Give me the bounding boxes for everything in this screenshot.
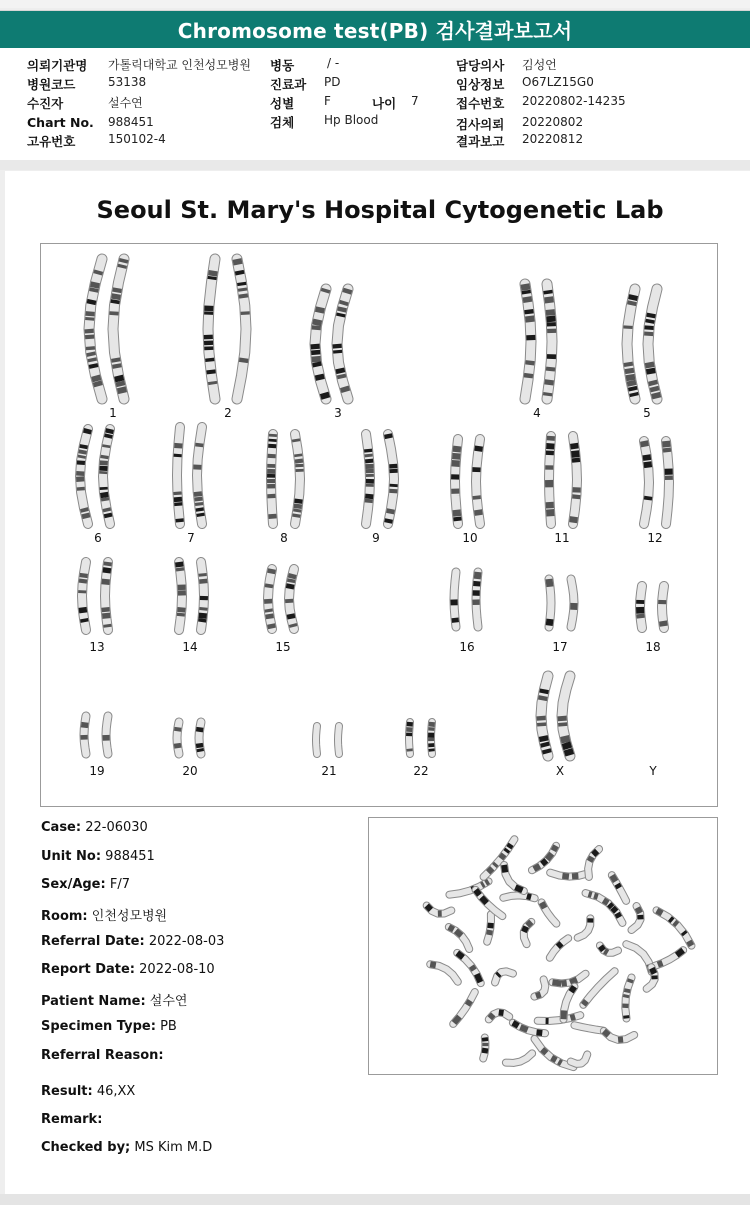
karyogram-image <box>41 244 717 806</box>
chromosome-shape <box>571 579 574 627</box>
info-row-request-date: 검사의뢰 20220802 <box>456 115 584 132</box>
chromosome-shape <box>89 259 102 399</box>
chromosome-shape <box>295 434 300 524</box>
chromosome-label: 7 <box>187 531 195 545</box>
section-divider <box>0 160 750 170</box>
chromosome-shape <box>571 1054 588 1063</box>
detail-checked-by: Checked by; MS Kim M.D <box>41 1140 213 1155</box>
detail-sex-age: Sex/Age: F/7 <box>41 877 130 892</box>
chromosome-shape <box>237 259 246 399</box>
chromosome-shape <box>80 429 88 524</box>
chromosome-label: 14 <box>182 640 198 654</box>
chromosome-shape <box>655 950 683 966</box>
patient-info-block <box>0 48 750 160</box>
chromosome-shape <box>388 434 394 524</box>
info-row-unique-no: 고유번호 150102-4 <box>27 132 166 149</box>
info-row-physician: 담당의사 김성언 <box>456 58 557 73</box>
report-title-banner <box>0 10 750 48</box>
chromosome-shape <box>484 839 515 877</box>
chromosome-label: 16 <box>459 640 475 654</box>
chromosome-shape <box>562 676 570 756</box>
info-row-ward: 병동 / - <box>270 56 340 73</box>
chromosome-label: 9 <box>372 531 380 545</box>
chromosome-shape <box>538 1015 581 1021</box>
chromosome-shape <box>578 918 591 937</box>
chromosome-shape <box>549 579 551 627</box>
chromosome-shape <box>431 722 432 754</box>
chromosome-shape <box>208 259 215 399</box>
chromosome-shape <box>506 1053 532 1063</box>
chromosome-shape <box>457 953 481 983</box>
chromosome-label: 4 <box>533 406 541 420</box>
chromosome-shape <box>177 722 179 754</box>
chromosome-shape <box>588 849 599 877</box>
info-row-report-date: 결과보고 20220812 <box>456 132 584 149</box>
chromosome-label: 11 <box>554 531 570 545</box>
chromosome-shape <box>179 562 182 630</box>
report-title: Chromosome test(PB) 검사결과보고서 <box>177 19 573 43</box>
chromosome-label: 19 <box>89 764 105 778</box>
chromosome-label: 3 <box>334 406 342 420</box>
chromosome-label: 20 <box>182 764 198 778</box>
chromosome-shape <box>201 562 204 630</box>
detail-room: Room: 인천성모병원 <box>41 909 168 924</box>
chromosome-shape <box>476 439 480 524</box>
chromosome-label: 8 <box>280 531 288 545</box>
lab-title: Seoul St. Mary's Hospital Cytogenetic Lab <box>96 196 664 224</box>
detail-remark: Remark: <box>41 1112 103 1127</box>
detail-result: Result: 46,XX <box>41 1084 136 1099</box>
info-row-clinical-info: 임상정보 O67LZ15G0 <box>456 75 594 92</box>
chromosome-shape <box>199 722 201 754</box>
chromosome-shape <box>105 562 108 630</box>
chromosome-shape <box>550 938 568 957</box>
chromosome-shape <box>640 586 642 628</box>
chromosome-label: 1 <box>109 406 117 420</box>
chromosome-label: 13 <box>89 640 105 654</box>
chromosome-shape <box>366 434 370 524</box>
chromosome-shape <box>455 439 458 524</box>
chromosome-shape <box>483 1038 485 1059</box>
chromosome-shape <box>532 846 556 870</box>
chromosome-shape <box>106 716 108 754</box>
chromosome-shape <box>82 562 86 630</box>
chromosome-shape <box>627 289 635 399</box>
detail-unit-no: Unit No: 988451 <box>41 849 155 864</box>
chromosome-shape <box>600 946 618 953</box>
chromosome-shape <box>504 865 524 891</box>
metaphase-spread-image <box>369 818 717 1074</box>
info-row-hospital-code: 병원코드 53138 <box>27 75 147 92</box>
chromosome-label: 6 <box>94 531 102 545</box>
chromosome-shape <box>604 1031 634 1040</box>
chromosome-shape <box>454 572 456 627</box>
chromosome-shape <box>177 427 180 524</box>
chromosome-shape <box>315 289 326 399</box>
info-row-patient: 수진자 설수연 <box>27 96 143 111</box>
info-row-institution: 의뢰기관명 가톨릭대학교 인천성모병원 <box>27 58 251 73</box>
chromosome-label: 22 <box>413 764 429 778</box>
chromosome-shape <box>103 429 110 524</box>
metaphase-spread-panel <box>368 817 718 1075</box>
chromosome-shape <box>612 875 626 901</box>
info-row-specimen: 검체 Hp Blood <box>270 113 379 130</box>
chromosome-shape <box>666 441 669 524</box>
chromosome-shape <box>271 434 273 524</box>
chromosome-label: 15 <box>275 640 291 654</box>
chromosome-shape <box>430 964 458 981</box>
karyogram-panel <box>40 243 718 807</box>
chromosome-shape <box>316 726 317 754</box>
bottom-margin <box>0 1194 750 1205</box>
chromosome-shape <box>662 586 664 628</box>
chromosome-label: 17 <box>552 640 568 654</box>
chromosome-shape <box>449 927 469 949</box>
chromosome-shape <box>631 906 640 930</box>
detail-referral-date: Referral Date: 2022-08-03 <box>41 934 225 949</box>
chromosome-shape <box>338 726 339 754</box>
chromosome-shape <box>542 902 557 923</box>
chromosome-shape <box>657 910 692 945</box>
chromosome-shape <box>549 436 551 524</box>
chromosome-shape <box>489 1012 509 1019</box>
chromosome-shape <box>337 289 348 399</box>
chromosome-shape <box>113 259 124 399</box>
chromosome-shape <box>574 1025 603 1030</box>
chromosome-label: 10 <box>462 531 478 545</box>
chromosome-shape <box>503 895 534 898</box>
chromosome-shape <box>644 441 649 524</box>
chromosome-shape <box>268 569 272 629</box>
chromosome-shape <box>409 722 410 754</box>
chromosome-shape <box>453 992 475 1024</box>
chromosome-shape <box>495 971 513 982</box>
chromosome-shape <box>573 436 577 524</box>
info-row-receipt-no: 접수번호 20220802-14235 <box>456 94 626 111</box>
detail-case: Case: 22-06030 <box>41 820 148 835</box>
info-row-chart-no: Chart No. 988451 <box>27 115 154 130</box>
chromosome-shape <box>534 979 545 996</box>
chromosome-shape <box>625 978 631 1019</box>
info-row-sex-age: 성별 F 나이 7 <box>270 94 419 111</box>
chromosome-shape <box>487 914 491 941</box>
chromosome-label: Y <box>649 764 657 778</box>
chromosome-shape <box>197 427 202 524</box>
info-row-department: 진료과 PD <box>270 75 341 92</box>
chromosome-label: 5 <box>643 406 651 420</box>
chromosome-shape <box>524 922 532 944</box>
chromosome-shape <box>289 569 294 629</box>
chromosome-shape <box>84 716 86 754</box>
detail-referral-reason: Referral Reason: <box>41 1048 164 1063</box>
chromosome-shape <box>547 284 552 399</box>
chromosome-label: 21 <box>321 764 337 778</box>
chromosome-shape <box>427 906 452 914</box>
chromosome-label: X <box>555 764 565 778</box>
detail-patient-name: Patient Name: 설수연 <box>41 994 188 1009</box>
chromosome-label: 12 <box>647 531 663 545</box>
chromosome-label: 2 <box>224 406 232 420</box>
chromosome-shape <box>648 289 657 399</box>
chromosome-shape <box>525 284 531 399</box>
chromosome-label: 18 <box>645 640 661 654</box>
detail-specimen-type: Specimen Type: PB <box>41 1019 177 1034</box>
chromosome-shape <box>541 676 548 756</box>
chromosome-shape <box>476 572 478 627</box>
detail-report-date: Report Date: 2022-08-10 <box>41 962 215 977</box>
top-margin <box>0 0 750 8</box>
chromosome-shape <box>550 873 588 877</box>
chromosome-shape <box>552 974 585 984</box>
